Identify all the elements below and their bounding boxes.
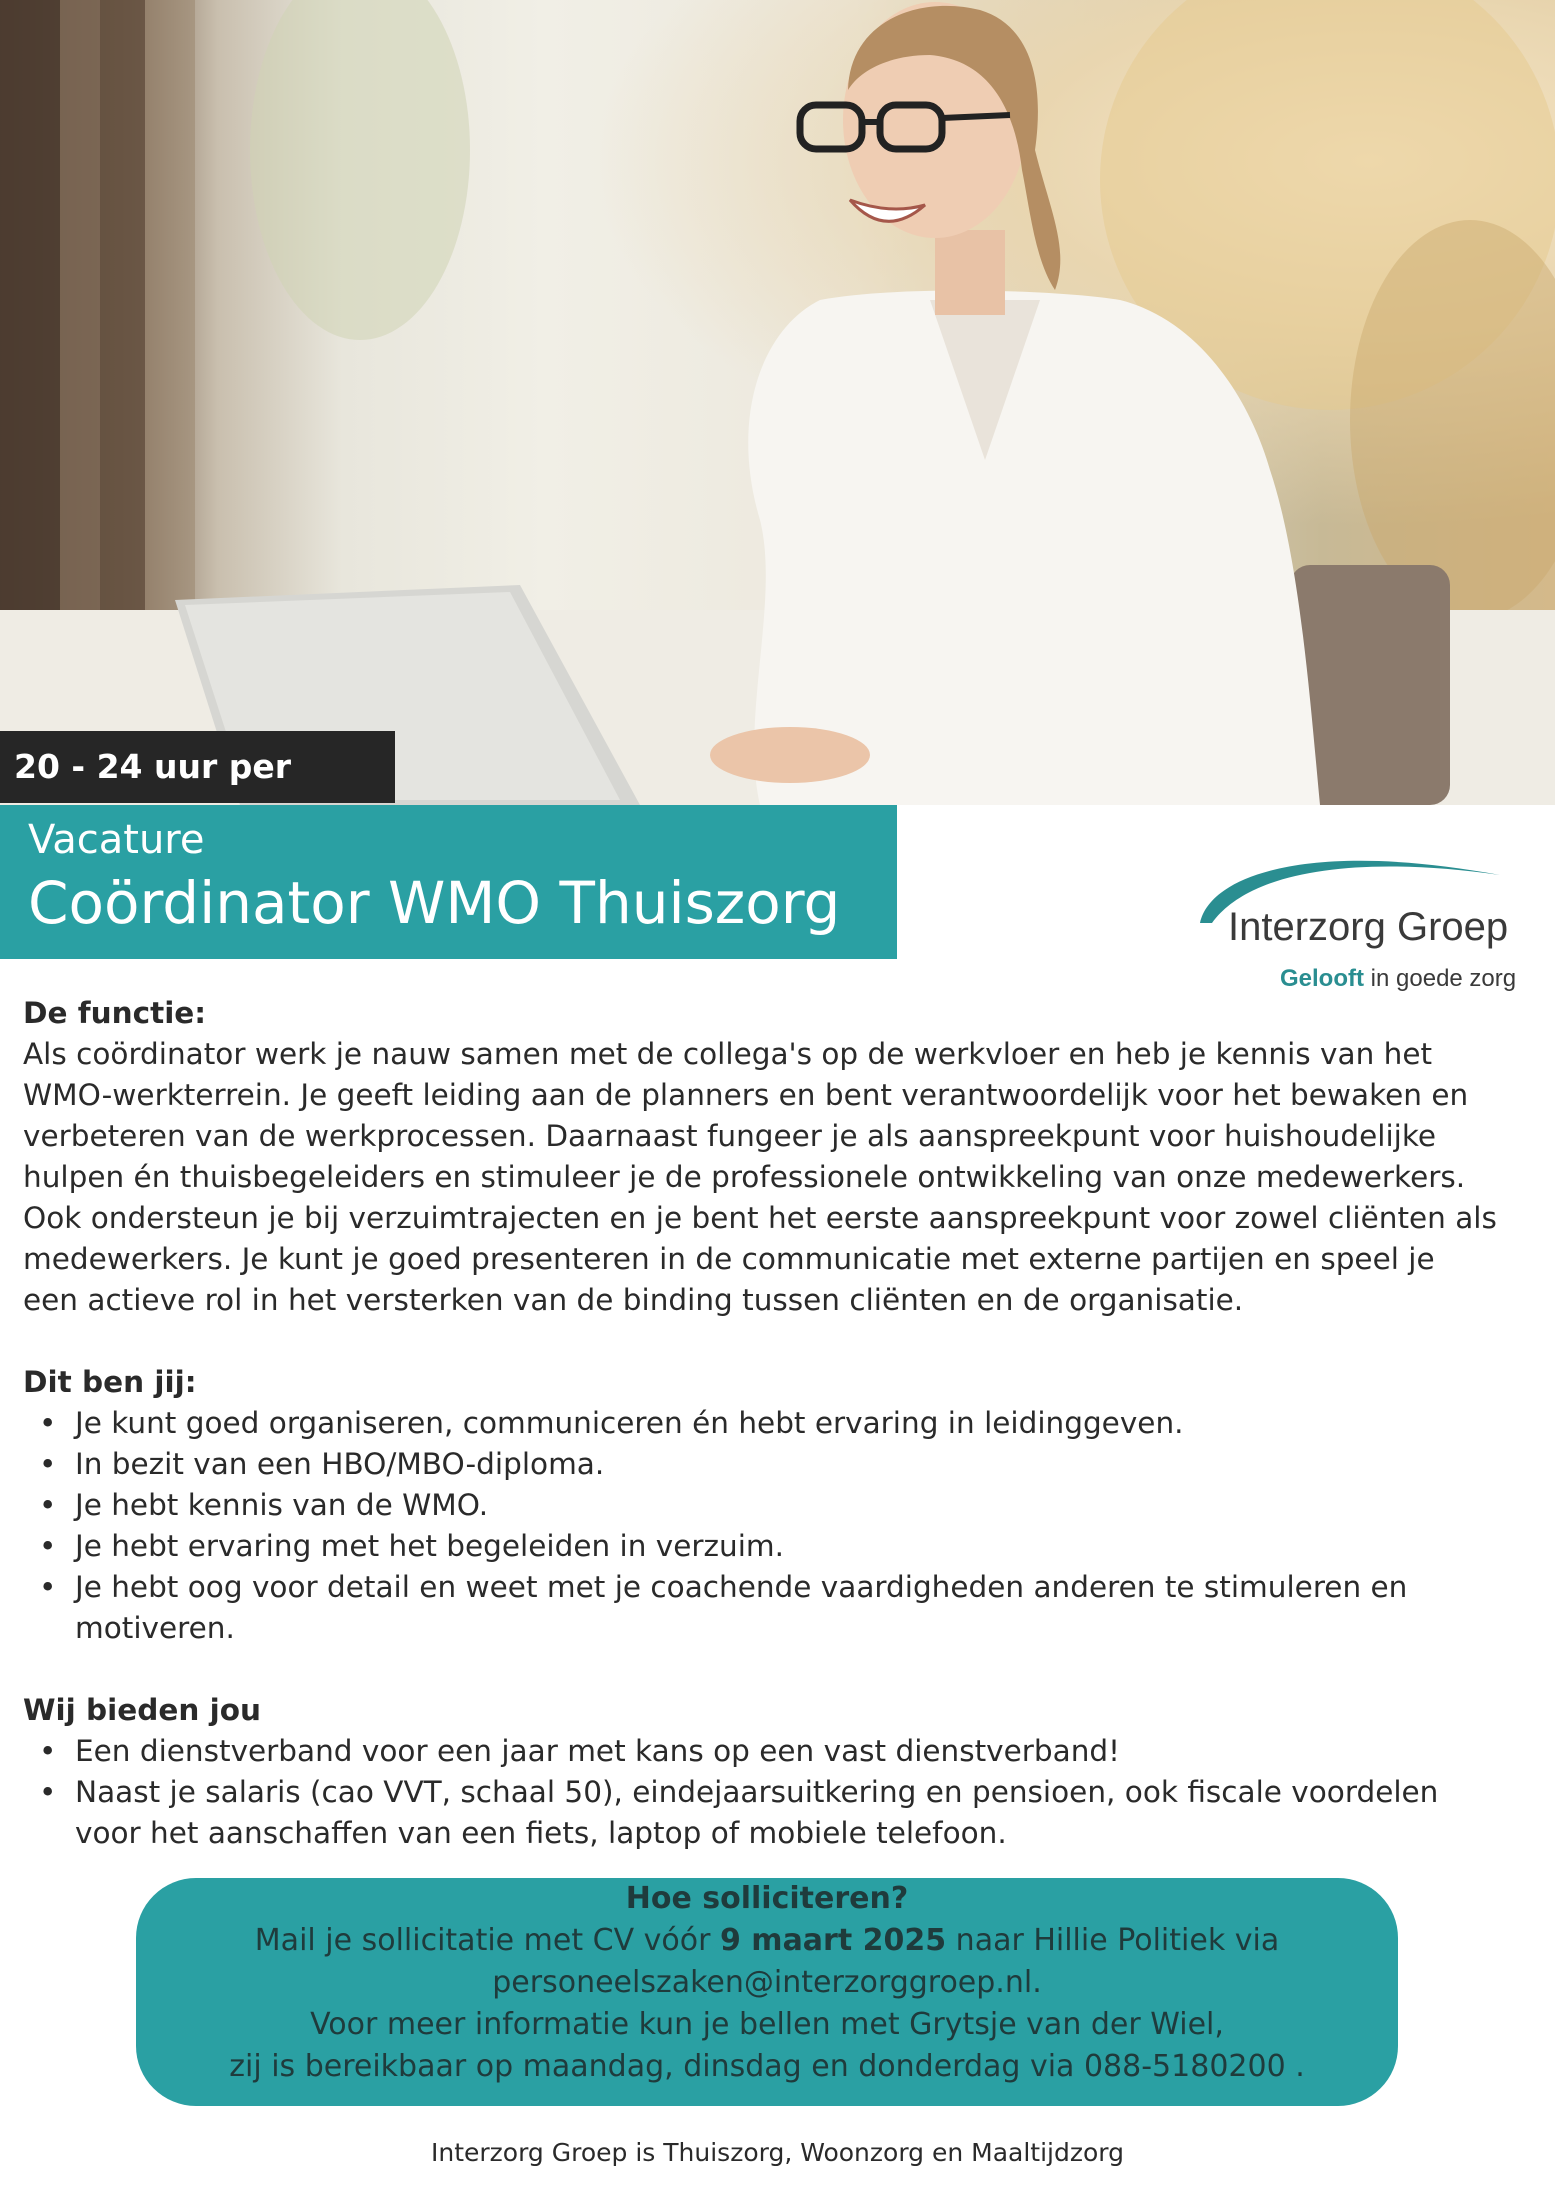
apply-line-4: zij is bereikbaar op maandag, dinsdag en donderdag via 088-5180200 . [229,2049,1305,2084]
bieden-item: • Een dienstverband voor een jaar met kans op een vast dienstverband! [75,1731,1513,1772]
vacancy-title: Coördinator WMO Thuiszorg [28,869,841,937]
apply-email-link[interactable]: personeelszaken@interzorggroep.nl. [492,1965,1042,2000]
interzorg-logo [1190,845,1520,1005]
hero-photo [0,0,1555,805]
functie-line: een actieve rol in het versterken van de binding tussen cliënten en de organisatie. [23,1283,1244,1317]
ben-jij-item: • Je kunt goed organiseren, communiceren én hebt ervaring in leidinggeven. [75,1403,1513,1444]
functie-heading: De functie: [23,996,207,1030]
logo-tagline-bold: Gelooft [1280,965,1364,992]
logo-tagline [1280,965,1516,993]
hero-illustration [0,0,1555,805]
logo-tagline-text: in goede zorg [1370,965,1517,992]
ben-jij-item: • In bezit van een HBO/MBO-diploma. [75,1444,1513,1485]
functie-line: Als coördinator werk je nauw samen met de collega's op de werkvloer en heb je kennis van het [23,1037,1433,1071]
apply-deadline: 9 maart 2025 [719,1923,947,1958]
functie-line: WMO-werkterrein. Je geeft leiding aan de planners en bent verantwoordelijk voor het bewaken en [23,1078,1469,1112]
apply-line-3: Voor meer informatie kun je bellen met Grytsje van der Wiel, [310,2007,1224,2042]
bieden-list [23,1731,1513,1854]
functie-line: hulpen én thuisbegeleiders en stimuleer je de professionele ontwikkeling van onze medewerkers. [23,1160,1466,1194]
bieden-heading: Wij bieden jou [23,1693,262,1727]
ben-jij-item: • Je hebt kennis van de WMO. [75,1485,1513,1526]
apply-line-1 [136,1920,1398,1962]
logo-tagline-rest [1364,965,1371,992]
functie-line: medewerkers. Je kunt je goed presenteren in de communicatie met externe partijen en speel je [23,1242,1435,1276]
footer-text: Interzorg Groep is Thuiszorg, Woonzorg en Maaltijdzorg [431,2138,1124,2167]
ben-jij-list [23,1403,1513,1649]
logo-name: Interzorg Groep [1228,905,1509,949]
functie-line: verbeteren van de werkprocessen. Daarnaast fungeer je als aanspreekpunt voor huishoudelijke [23,1119,1437,1153]
ben-jij-item: • Je hebt ervaring met het begeleiden in verzuim. [75,1526,1513,1567]
vacancy-label: Vacature [28,817,205,863]
hours-badge: 20 - 24 uur per [0,731,395,803]
apply-heading: Hoe solliciteren? [625,1881,909,1916]
apply-line-1-post: naar Hillie Politiek via [946,1923,1280,1958]
apply-line-1-pre: Mail je sollicitatie met CV vóór [254,1923,720,1958]
functie-line: Ook ondersteun je bij verzuimtrajecten en je bent het eerste aanspreekpunt voor zowel cliënten als [23,1201,1497,1235]
apply-box [136,1878,1398,2106]
functie-text [23,1034,1513,1321]
ben-jij-heading: Dit ben jij: [23,1365,197,1399]
vacancy-title-box [0,805,897,959]
vacancy-content [23,993,1513,1854]
ben-jij-item: • Je hebt oog voor detail en weet met je coachende vaardigheden anderen te stimuleren en motiveren. [75,1567,1513,1649]
bieden-item: • Naast je salaris (cao VVT, schaal 50), eindejaarsuitkering en pensioen, ook fiscale voordelen voor het aanschaffen van een fiets, laptop of mobiele telefoon. [75,1772,1513,1854]
